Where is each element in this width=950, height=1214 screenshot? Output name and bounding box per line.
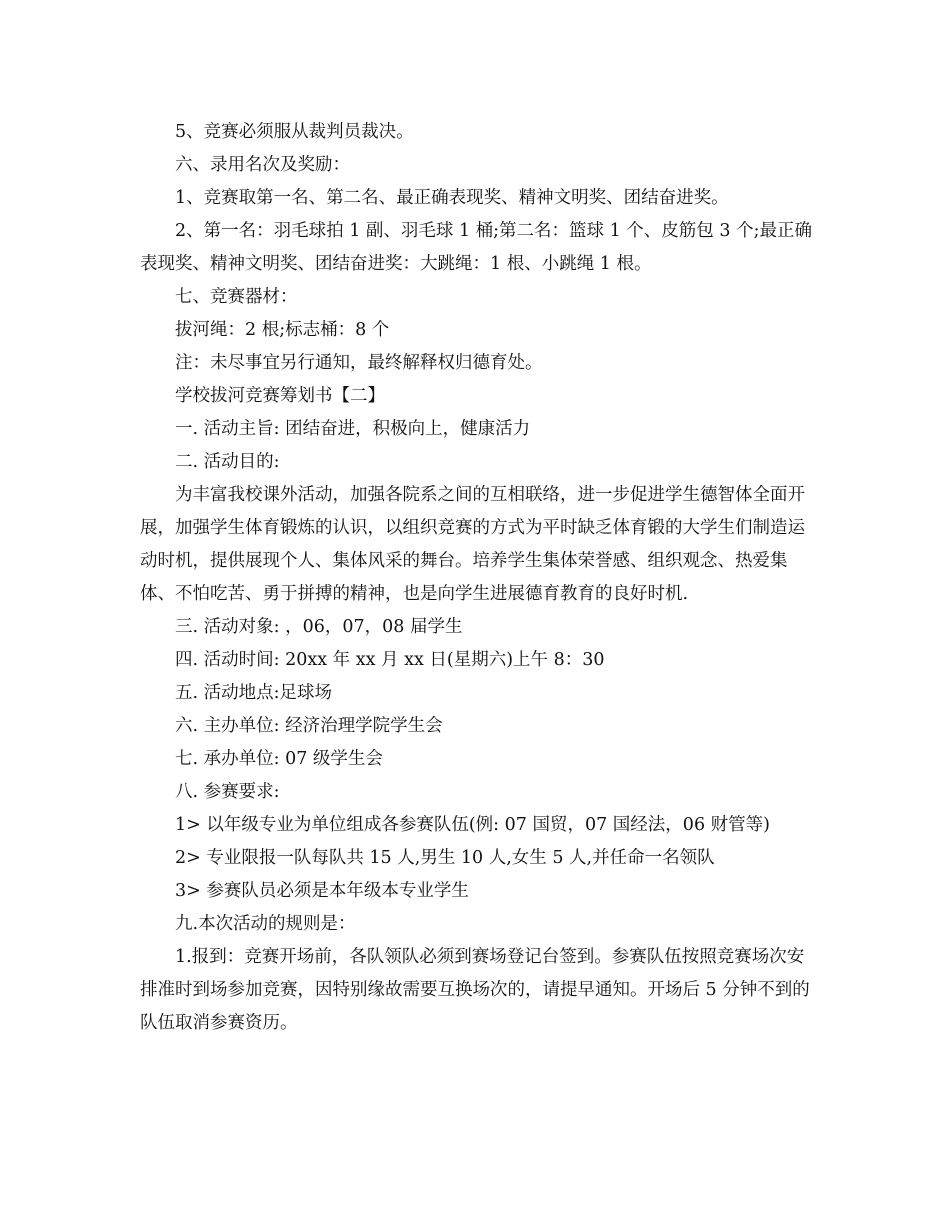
- section-heading: 六. 主办单位: 经济治理学院学生会: [175, 716, 443, 736]
- list-item: 2> 专业限报一队每队共 15 人,男生 10 人,女生 5 人,并任命一名领队: [175, 848, 715, 868]
- list-item: 3> 参赛队员必须是本年级本专业学生: [175, 881, 469, 901]
- section-heading: 八. 参赛要求:: [175, 782, 280, 802]
- section-heading: 七. 承办单位: 07 级学生会: [175, 749, 383, 769]
- document-subtitle: 学校拔河竞赛筹划书【二】: [175, 386, 385, 406]
- note: 注：未尽事宜另行通知，最终解释权归德育处。: [175, 353, 543, 373]
- paragraph: 2、第一名：羽毛球拍 1 副、羽毛球 1 桶;第二名：篮球 1 个、皮筋包 3 个;最正确表现奖、精神文明奖、团结奋进奖：大跳绳：1 根、小跳绳 1 根。: [140, 221, 812, 274]
- paragraph: 拔河绳：2 根;标志桶：8 个: [175, 320, 390, 340]
- list-item: 1> 以年级专业为单位组成各参赛队伍(例: 07 国贸，07 国经法，06 财管等): [175, 815, 770, 835]
- paragraph: 5、竞赛必须服从裁判员裁决。: [175, 122, 414, 142]
- document-body: [140, 116, 820, 1040]
- paragraph: 为丰富我校课外活动，加强各院系之间的互相联络，进一步促进学生德智体全面开展，加强学生体育锻炼的认识，以组织竞赛的方式为平时缺乏体育锻的大学生们制造运动时机，提供展现个人、集体风采的舞台。培养学生集体荣誉感、组织观念、热爱集体、不怕吃苦、勇于拼搏的精神，也是向学生进展德育教育的良好时机.: [140, 485, 805, 604]
- section-heading: 五. 活动地点:足球场: [175, 683, 333, 703]
- paragraph: 1.报到：竞赛开场前，各队领队必须到赛场登记台签到。参赛队伍按照竞赛场次安排准时到场参加竞赛，因特别缘故需要互换场次的，请提早通知。开场后 5 分钟不到的队伍取消参赛资历。: [140, 947, 810, 1033]
- section-heading: 二. 活动目的:: [175, 452, 280, 472]
- section-heading: 九.本次活动的规则是：: [175, 914, 356, 934]
- section-heading: 七、竞赛器材：: [175, 287, 298, 307]
- section-heading: 六、录用名次及奖励：: [175, 155, 350, 175]
- section-heading: 一. 活动主旨: 团结奋进，积极向上，健康活力: [175, 419, 531, 439]
- section-heading: 四. 活动时间: 20xx 年 xx 月 xx 日(星期六)上午 8：30: [175, 650, 605, 670]
- section-heading: 三. 活动对象: ，06，07，08 届学生: [175, 617, 463, 637]
- paragraph: 1、竞赛取第一名、第二名、最正确表现奖、精神文明奖、团结奋进奖。: [175, 188, 729, 208]
